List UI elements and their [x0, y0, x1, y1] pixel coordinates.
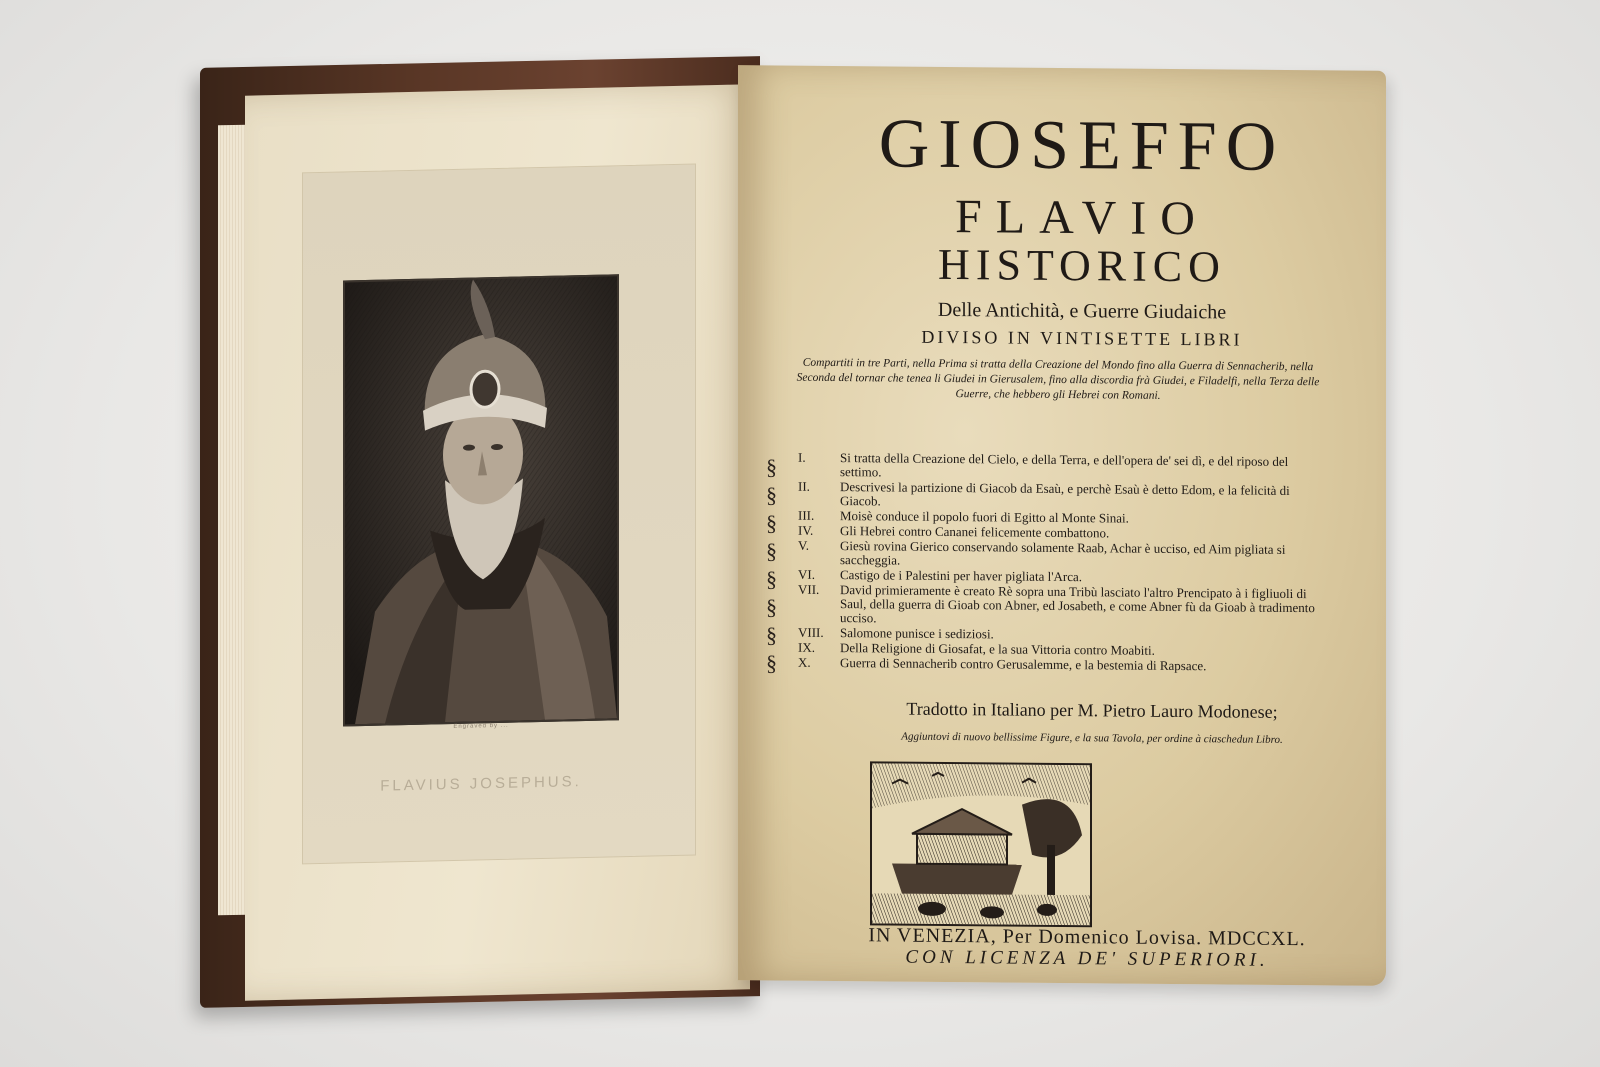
title-line-2: FLAVIO [955, 190, 1209, 246]
contents-item: III. Moisè conduce il popolo fuori di Egitto al Monte Sinai. [798, 507, 1129, 526]
contents-list [798, 451, 1318, 676]
engraving-plate [302, 163, 696, 864]
engraver-credit: Engraved by ... [453, 722, 509, 731]
page-edges [218, 125, 248, 916]
contents-item: IX. Della Religione di Giosafat, e la sua Vittoria contro Moabiti. [798, 639, 1155, 658]
division-line: DIVISO IN VINTISETTE LIBRI [921, 326, 1243, 350]
contents-item: VII. David primieramente è creato Rè sopra una Tribù lasciato l'altro Prencipato à i figliuoli di Saul, della guerra di Gioab con Abner, ed Josabeth, e come Abner fù da Gioab à tradimento ucciso. [798, 581, 1315, 626]
contents-item: II. Descrivesi la partizione di Giacob da Esaù, e perchè Esaù è detto Edom, e la felicità di Giacob. [798, 478, 1290, 509]
portrait-engraving [343, 274, 619, 726]
title-line-1: GIOSEFFO [878, 105, 1286, 186]
left-page [245, 84, 750, 1000]
contents-item: VI. Castigo de i Palestini per haver pigliata l'Arca. [798, 566, 1083, 585]
additions-line: Aggiuntovi di nuovo bellissime Figure, e la sua Tavola, per ordine à ciaschedun Libro. [901, 730, 1283, 746]
license-line: CON LICENZA DE' SUPERIORI. [905, 946, 1269, 971]
title-line-3: HISTORICO [938, 239, 1226, 292]
intro-paragraph: Compartiti in tre Parti, nella Prima si tratta della Creazione del Mondo fino alla Guerra di Sennacherib, nella Seconda del tornar che tenea li Giudei in Gierusalem, fino alla discordia frà Giudei, e Filadelfi, nella Terza delle Guerre, che hebbero gli Hebrei con Romani. [796, 356, 1320, 402]
contents-item: V. Giesù rovina Gierico conservando solamente Raab, Achar è ucciso, ed Aim pigliata si saccheggia. [798, 537, 1286, 568]
contents-item: VIII. Salomone punisce i sediziosi. [798, 624, 994, 642]
contents-item: X. Guerra di Sennacherib contro Gerusalemme, e la bestemia di Rapsace. [798, 654, 1207, 674]
title-page [738, 65, 1386, 986]
imprint-line: IN VENEZIA, Per Domenico Lovisa. MDCCXL. [868, 924, 1306, 951]
contents-item: I. Si tratta della Creazione del Cielo, e della Terra, e dell'opera de' sei dì, e del riposo del settimo. [798, 449, 1289, 480]
brace-ornament: § § § § § § § § [766, 454, 777, 676]
contents-item: IV. Gli Hebrei contro Cananei felicemente combattono. [798, 522, 1110, 541]
portrait-caption: FLAVIUS JOSEPHUS. [380, 773, 582, 795]
noahs-ark-woodcut [870, 761, 1092, 927]
subtitle: Delle Antichità, e Guerre Giudaiche [937, 298, 1227, 324]
translator-line: Tradotto in Italiano per M. Pietro Lauro Modonese; [906, 698, 1278, 722]
